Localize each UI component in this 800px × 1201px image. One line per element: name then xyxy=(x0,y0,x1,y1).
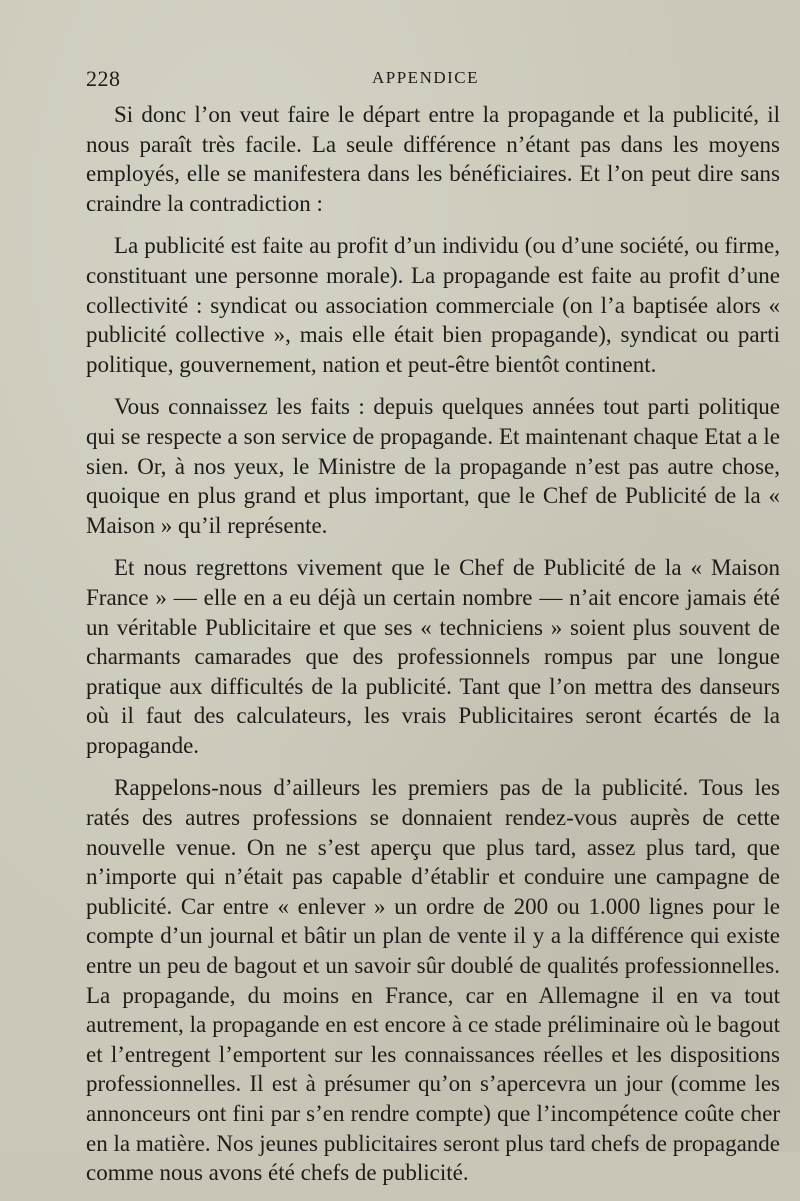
paragraph: Rappelons-nous d’ailleurs les premiers pas de la publicité. Tous les ratés des autres professions se donnaient rendez-vous auprès de cette nouvelle venue. On ne s’est aperçu que plus tard, assez plus tard, que n’importe qui n’était pas capable d’établir et conduire une campagne de publicité. Car entre « enlever » un ordre de 200 ou 1.000 lignes pour le compte d’un journal et bâtir un plan de vente il y a la différence qui existe entre un peu de bagout et un savoir sûr doublé de qualités professionnelles. La propagande, du moins en France, car en Allemagne il en va tout autrement, la propagande en est encore à ce stade préliminaire où le bagout et l’entregent l’emportent sur les connaissances réelles et les dispositions professionnelles. Il est à présumer qu’on s’apercevra un jour (comme les annonceurs ont fini par s’en rendre compte) que l’incompétence coûte cher en la matière. Nos jeunes publicitaires seront plus tard chefs de propagande comme nous avons été chefs de publicité. xyxy=(86,775,780,1186)
page-header xyxy=(86,66,780,96)
running-head: APPENDICE xyxy=(372,68,480,87)
paragraph: Et nous regrettons vivement que le Chef de Publicité de la « Maison France » — elle en a eu déjà un certain nombre — n’ait encore jamais été un véritable Publicitaire et que ses « techniciens » soient plus souvent de charmants camarades que des professionnels rompus par une longue pratique aux difficultés de la publicité. Tant que l’on mettra des danseurs où il faut des calculateurs, les vrais Publicitaires seront écartés de la propagande. xyxy=(86,555,780,758)
paragraph: La publicité est faite au profit d’un individu (ou d’une société, ou firme, constituant une personne morale). La propagande est faite au profit d’une collectivité : syndicat ou association commerciale (on l’a baptisée alors « publicité collective », mais elle était bien propagande), syndicat ou parti politique, gouvernement, nation et peut-être bientôt continent. xyxy=(86,233,780,377)
paragraph: Si donc l’on veut faire le départ entre la propagande et la publicité, il nous paraît très facile. La seule différence n’étant pas dans les moyens employés, elle se manifestera dans les bénéficiaires. Et l’on peut dire sans craindre la contradiction : xyxy=(86,102,780,216)
body-text xyxy=(86,100,780,1201)
paragraph: Vous connaissez les faits : depuis quelques années tout parti politique qui se respecte a son service de propagande. Et maintenant chaque Etat a le sien. Or, à nos yeux, le Ministre de la propagande n’est pas autre chose, quoique en plus grand et plus important, que le Chef de Publicité de la « Maison » qu’il représente. xyxy=(86,394,780,538)
page-number: 228 xyxy=(86,66,121,91)
